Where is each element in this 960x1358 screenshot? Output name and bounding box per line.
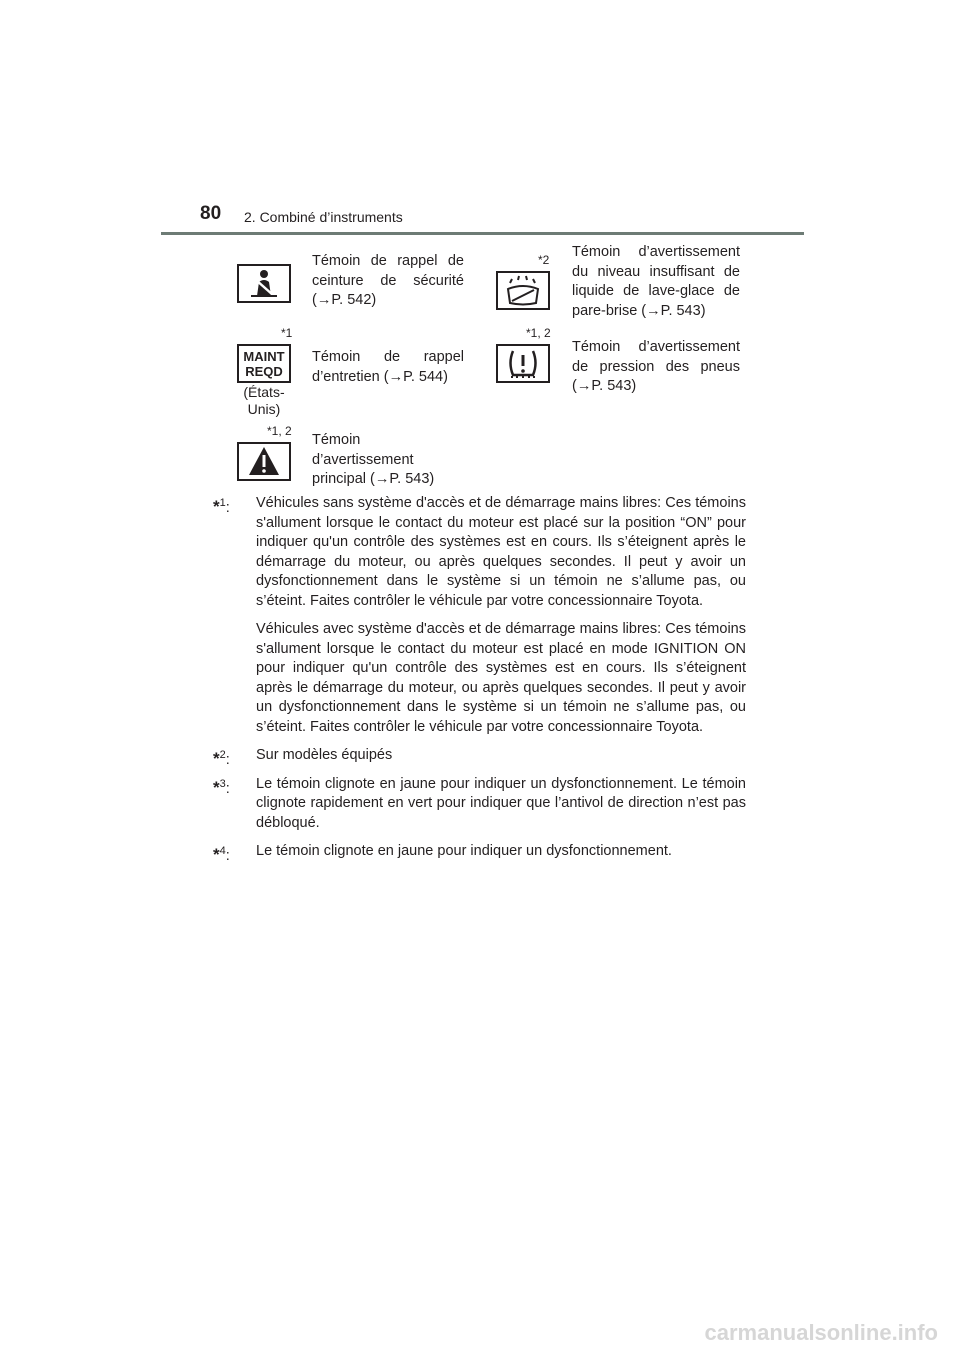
footnote-1 <box>213 494 746 737</box>
footnote-mark: *1, 2 <box>526 326 551 340</box>
footnote-label: *$^4$: <box>213 845 230 864</box>
region-note: (États-Unis) <box>243 384 285 417</box>
footnote-paragraph: Le témoin clignote en jaune pour indiquer un dysfonctionnement. <box>256 843 672 859</box>
footnote-paragraph: Le témoin clignote en jaune pour indiquer un dysfonctionnement. Le témoin clignote rapidement en vert pour indiquer que l’antivol de direction n’est pas débloqué. <box>256 775 746 831</box>
footnote-mark: *1 <box>281 326 293 340</box>
watermark: carmanualsonline.info <box>704 1320 938 1345</box>
footnote-4 <box>213 842 746 862</box>
maint-reqd-icon <box>237 344 291 383</box>
master-warning-icon <box>237 442 291 481</box>
header-rule <box>161 232 804 235</box>
washer-fluid-icon <box>496 271 550 310</box>
footnote-paragraph: Véhicules avec système d'accès et de démarrage mains libres: Ces témoins s'allument lorsque le contact du moteur est placé en mode IGNITION ON pour indiquer qu'un contrôle des systèmes est en cours. Ils s’éteignent après le démarrage du moteur, ou après quelques secondes. Il peut y avoir un dysfonctionnement dans le système si un témoin ne s’allume pas, ou s’éteint. Faites contrôler le véhicule par votre concessionnaire Toyota. <box>256 621 746 735</box>
footnote-2 <box>213 746 746 766</box>
seatbelt-icon <box>237 264 291 303</box>
master-warning-text: Témoin d’avertissement principal (→P. 543) <box>312 432 435 487</box>
maintenance-reminder-text: Témoin de rappel d’entretien (→P. 544) <box>312 349 464 385</box>
footnote-paragraph: Sur modèles équipés <box>256 747 393 763</box>
seatbelt-reminder-text: Témoin de rappel de ceinture de sécurité (→P. 542) <box>312 253 464 308</box>
footnote-mark: *1, 2 <box>267 424 292 438</box>
footnote-label: *$^3$: <box>213 777 230 797</box>
section-title: 2. Combiné d’instruments <box>244 209 403 225</box>
footnote-paragraph: Véhicules sans système d'accès et de démarrage mains libres: Ces témoins s'allument lorsque le contact du moteur est placé sur la position “ON” pour indiquer qu'un contrôle des systèmes est en cours. Ils s’éteignent après le démarrage du moteur, ou après quelques secondes. Il peut y avoir un dysfonctionnement dans le système si un témoin ne s’allume pas, ou s’éteint. Faites contrôler le véhicule par votre concessionnaire Toyota. <box>256 495 746 609</box>
footnote-label: *$^1$: <box>213 497 230 516</box>
tire-pressure-warning-text: Témoin d’avertissement de pression des pneus (→P. 543) <box>572 339 740 394</box>
washer-fluid-warning-text: Témoin d’avertissement du niveau insuffisant de liquide de lave-glace de pare-brise (→P. 543) <box>572 244 740 319</box>
svg-text:REQD: REQD <box>245 364 283 379</box>
footnote-3 <box>213 775 746 834</box>
svg-text:MAINT: MAINT <box>243 349 285 364</box>
page-number: 80 <box>200 203 222 224</box>
footnote-mark: *2 <box>538 253 550 267</box>
tire-pressure-icon <box>496 344 550 383</box>
footnote-label: *$^2$: <box>213 749 230 768</box>
footnotes <box>213 494 746 871</box>
